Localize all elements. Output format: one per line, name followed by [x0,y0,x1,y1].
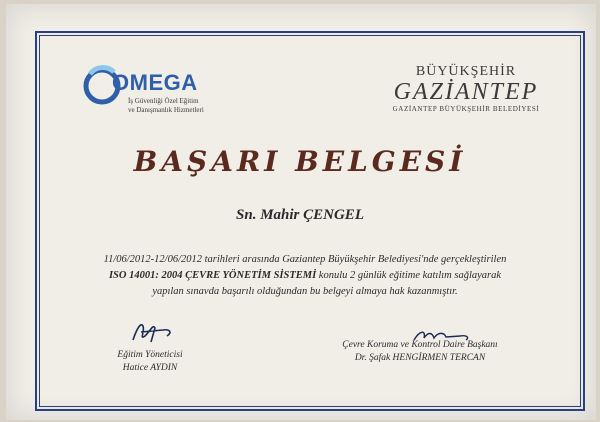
signatory-right-name: Dr. Şafak HENGİRMEN TERCAN [354,353,486,363]
course-name: ISO 14001: 2004 ÇEVRE YÖNETİM SİSTEMİ [108,270,317,281]
signature-block-right [330,340,510,363]
signatory-right-title: Çevre Koruma ve Kontrol Daire Başkanı [342,340,498,350]
signature-block-left [100,318,200,373]
signatory-left-title: Eğitim Yöneticisi [117,350,183,360]
body-line-1: 11/06/2012-12/06/2012 tarihleri arasında Gaziantep Büyükşehir Belediyesi'nde gerçekleştirilen [103,254,507,265]
gaziantep-logo [386,64,546,124]
signatory-left-name: Hatice AYDIN [122,363,178,373]
gaziantep-logo-top: BÜYÜKŞEHİR [415,64,517,79]
recipient-name: Sn. Mahir ÇENGEL [236,207,364,223]
certificate-body [40,252,570,300]
gaziantep-logo-main: GAZİANTEP [393,79,539,105]
signature-left-icon [115,318,185,346]
omega-wordmark: OMEGA [112,70,198,95]
omega-tagline-1: İş Güvenliği Özel Eğitim [128,97,199,105]
body-line-3: yapılan sınavda başarılı olduğundan bu belgeyi almaya hak kazanmıştır. [152,286,458,297]
certificate-title: BAŞARI BELGESİ [133,145,467,178]
body-line-2 [40,268,570,284]
signature-right-icon [410,328,480,344]
omega-logo [82,64,222,124]
omega-tagline-2: ve Danışmanlık Hizmetleri [128,106,204,114]
body-line-2-rest: konulu 2 günlük eğitime katılım sağlayarak [316,270,502,281]
gaziantep-logo-sub: GAZİANTEP BÜYÜKŞEHİR BELEDİYESİ [392,105,540,113]
